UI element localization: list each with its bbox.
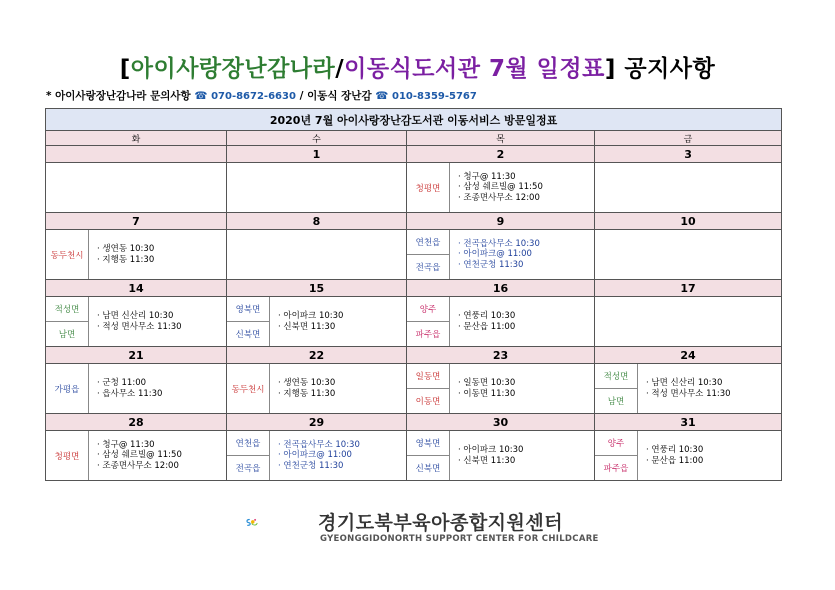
visit-entry: · 지행동 11:30 <box>278 388 336 399</box>
region-label: 이동면 <box>407 388 449 413</box>
region-label: 전곡읍 <box>407 254 449 279</box>
region-labels <box>407 230 450 279</box>
visit-entry: · 지행동 11:30 <box>97 254 155 265</box>
region-labels <box>407 364 450 413</box>
visit-entry: · 연풍리 10:30 <box>458 311 516 321</box>
date-cell: 15 <box>227 280 407 297</box>
visit-entry: · 연천군청 11:30 <box>458 259 524 270</box>
title-part-toy-land: 아이사랑장난감나라 <box>130 56 336 82</box>
date-cell: 2 <box>407 146 595 163</box>
region-labels <box>46 230 89 279</box>
schedule-cell <box>595 163 782 213</box>
visit-entry: · 생연동 10:30 <box>97 244 155 254</box>
date-cell: 1 <box>227 146 407 163</box>
day-header: 목 <box>407 131 595 146</box>
date-cell: 14 <box>46 280 227 297</box>
date-cell: 17 <box>595 280 782 297</box>
region-labels <box>407 431 450 480</box>
region-labels <box>46 431 89 480</box>
table-caption: 2020년 7월 아이사랑장난감도서관 이동서비스 방문일정표 <box>46 109 782 131</box>
visit-list <box>450 230 594 279</box>
center-name-korean: 경기도북부육아종합지원센터 <box>318 512 564 534</box>
title-slash: / <box>335 56 345 82</box>
visit-entry: · 이동면 11:30 <box>458 388 516 399</box>
region-label: 적성면 <box>54 305 80 315</box>
visit-list <box>89 230 226 279</box>
schedule-cell <box>407 297 595 347</box>
visit-entry: · 일동면 10:30 <box>458 378 516 388</box>
region-label: 남면 <box>46 321 88 346</box>
date-cell: 29 <box>227 414 407 431</box>
page-title <box>0 50 835 83</box>
day-header: 화 <box>46 131 227 146</box>
date-cell: 22 <box>227 347 407 364</box>
schedule-cell <box>46 431 227 481</box>
center-logo-icon <box>245 503 315 543</box>
visit-list <box>89 431 226 480</box>
title-bracket-close: ] <box>604 56 616 82</box>
title-bracket-open: [ <box>119 56 131 82</box>
date-cell: 16 <box>407 280 595 297</box>
region-label: 남면 <box>595 388 637 413</box>
region-label: 연천읍 <box>235 439 261 449</box>
visit-entry: · 군청 11:00 <box>97 378 147 388</box>
schedule-table <box>45 108 782 481</box>
visit-list <box>450 431 594 480</box>
contact-prefix: * 아이사랑장난감나라 문의사항 <box>46 90 195 102</box>
visit-entry: · 조종면사무소 12:00 <box>458 192 540 203</box>
visit-entry: · 청구@ 11:30 <box>97 439 155 450</box>
visit-list <box>450 364 594 413</box>
schedule-cell <box>407 364 595 414</box>
schedule-cell <box>595 230 782 280</box>
phone-number-2: 010-8359-5767 <box>392 91 477 102</box>
visit-list <box>450 297 594 346</box>
region-label: 동두천시 <box>50 250 84 261</box>
region-label: 파주읍 <box>595 455 637 480</box>
date-cell <box>46 146 227 163</box>
region-labels <box>227 297 270 346</box>
date-cell: 23 <box>407 347 595 364</box>
date-cell: 10 <box>595 213 782 230</box>
visit-list <box>270 297 406 346</box>
phone-icon: ☎ <box>194 90 208 102</box>
date-cell: 21 <box>46 347 227 364</box>
region-label: 적성면 <box>603 372 629 382</box>
region-labels <box>595 431 638 480</box>
region-label: 영북면 <box>415 439 441 449</box>
contact-line <box>46 88 477 103</box>
schedule-cell <box>595 364 782 414</box>
region-label: 전곡읍 <box>227 455 269 480</box>
contact-separator: / 이동식 장난감 <box>295 90 376 102</box>
date-cell: 28 <box>46 414 227 431</box>
region-labels <box>595 364 638 413</box>
visit-list <box>270 364 406 413</box>
date-cell: 3 <box>595 146 782 163</box>
schedule-cell <box>407 163 595 213</box>
region-label: 동두천시 <box>231 384 265 395</box>
visit-entry: · 신북면 11:30 <box>278 321 336 332</box>
date-cell: 24 <box>595 347 782 364</box>
visit-entry: · 삼성 쉐르빌@ 11:50 <box>458 182 543 193</box>
visit-entry: · 읍사무소 11:30 <box>97 388 163 399</box>
visit-entry: · 남면 신산리 10:30 <box>97 311 174 321</box>
region-label: 연천읍 <box>415 238 441 248</box>
visit-entry: · 아이파크 10:30 <box>278 311 344 321</box>
visit-entry: · 아이파크@ 11:00 <box>458 249 532 260</box>
visit-entry: · 문산읍 11:00 <box>646 455 704 466</box>
visit-entry: · 전곡읍사무소 10:30 <box>278 439 360 450</box>
region-label: 신북면 <box>227 321 269 346</box>
schedule-cell <box>46 163 227 213</box>
schedule-cell <box>227 431 407 481</box>
day-header: 수 <box>227 131 407 146</box>
region-labels <box>407 163 450 212</box>
visit-list <box>270 431 406 480</box>
phone-number-1: 070-8672-6630 <box>211 91 296 102</box>
visit-entry: · 남면 신산리 10:30 <box>646 378 723 388</box>
title-part-schedule: 이동식도서관 7월 일정표 <box>344 56 605 82</box>
region-label: 양주 <box>419 305 437 315</box>
region-label: 영북면 <box>235 305 261 315</box>
visit-list <box>450 163 594 212</box>
visit-list <box>638 431 781 480</box>
title-suffix: 공지사항 <box>615 56 716 82</box>
visit-entry: · 삼성 쉐르빌@ 11:50 <box>97 450 182 461</box>
region-label: 가평읍 <box>54 384 80 395</box>
region-label: 청평면 <box>415 183 441 194</box>
region-labels <box>227 431 270 480</box>
visit-entry: · 청구@ 11:30 <box>458 171 516 182</box>
date-cell: 31 <box>595 414 782 431</box>
schedule-cell <box>595 297 782 347</box>
visit-entry: · 연천군청 11:30 <box>278 460 344 471</box>
visit-list <box>89 364 226 413</box>
visit-entry: · 조종면사무소 12:00 <box>97 460 179 471</box>
visit-entry: · 아이파크@ 11:00 <box>278 450 352 461</box>
visit-entry: · 전곡읍사무소 10:30 <box>458 238 540 249</box>
schedule-cell <box>227 364 407 414</box>
visit-entry: · 신북면 11:30 <box>458 455 516 466</box>
region-labels <box>46 364 89 413</box>
phone-icon: ☎ <box>375 90 389 102</box>
date-cell: 30 <box>407 414 595 431</box>
date-cell: 9 <box>407 213 595 230</box>
schedule-cell <box>46 364 227 414</box>
visit-list <box>89 297 226 346</box>
schedule-cell <box>407 230 595 280</box>
day-header: 금 <box>595 131 782 146</box>
date-cell: 7 <box>46 213 227 230</box>
visit-entry: · 아이파크 10:30 <box>458 445 524 455</box>
visit-entry: · 적성 면사무소 11:30 <box>97 321 182 332</box>
schedule-cell <box>227 163 407 213</box>
region-labels <box>46 297 89 346</box>
visit-entry: · 연풍리 10:30 <box>646 445 704 455</box>
schedule-cell <box>595 431 782 481</box>
schedule-cell <box>407 431 595 481</box>
region-labels <box>407 297 450 346</box>
schedule-cell <box>46 297 227 347</box>
region-label: 파주읍 <box>407 321 449 346</box>
visit-entry: · 문산읍 11:00 <box>458 321 516 332</box>
region-label: 일동면 <box>415 372 441 382</box>
region-label: 청평면 <box>54 451 80 462</box>
date-cell: 8 <box>227 213 407 230</box>
schedule-cell <box>227 230 407 280</box>
region-labels <box>227 364 270 413</box>
visit-entry: · 생연동 10:30 <box>278 378 336 388</box>
center-name-english: GYEONGGIDONORTH SUPPORT CENTER FOR CHILDCARE <box>320 534 599 544</box>
visit-list <box>638 364 781 413</box>
schedule-cell <box>227 297 407 347</box>
visit-entry: · 적성 면사무소 11:30 <box>646 388 731 399</box>
schedule-cell <box>46 230 227 280</box>
region-label: 신북면 <box>407 455 449 480</box>
region-label: 양주 <box>607 439 625 449</box>
